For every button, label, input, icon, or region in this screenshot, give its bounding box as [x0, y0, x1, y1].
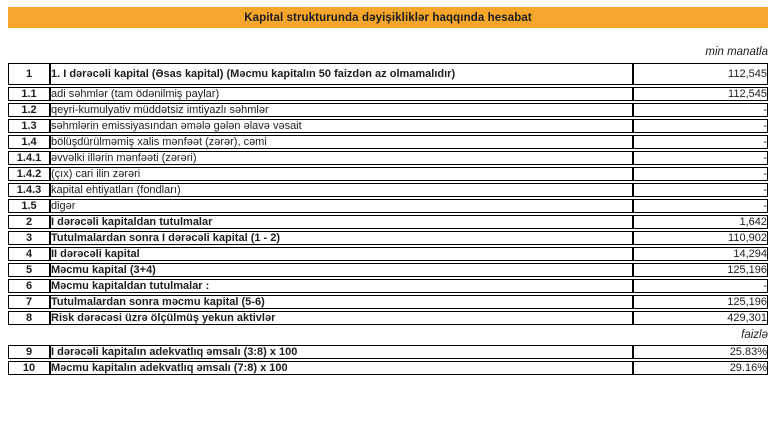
- table-row: [8, 183, 768, 197]
- row-number: 1.4.1: [8, 151, 50, 165]
- row-label: II dərəcəli kapital: [50, 247, 633, 261]
- table-row: [8, 231, 768, 245]
- row-value: 1,642: [633, 215, 768, 229]
- row-label: Tutulmalardan sonra məcmu kapital (5-6): [50, 295, 633, 309]
- row-value: 29.16%: [633, 361, 768, 375]
- capital-structure-table: [8, 61, 768, 327]
- row-number: 6: [8, 279, 50, 293]
- table-row: [8, 199, 768, 213]
- row-number: 1.4.2: [8, 167, 50, 181]
- row-number: 4: [8, 247, 50, 261]
- table-row: [8, 215, 768, 229]
- table-row: [8, 295, 768, 309]
- row-value: 112,545: [633, 63, 768, 85]
- row-number: 1.3: [8, 119, 50, 133]
- row-number: 2: [8, 215, 50, 229]
- row-number: 10: [8, 361, 50, 375]
- table-row: [8, 345, 768, 359]
- row-value: -: [633, 135, 768, 149]
- row-label: bölüşdürülməmiş xalis mənfəət (zərər), cəmi: [50, 135, 633, 149]
- table-row: [8, 361, 768, 375]
- adequacy-ratio-table: [8, 343, 768, 377]
- unit-note-percent: faizlə: [741, 329, 768, 341]
- row-number: 7: [8, 295, 50, 309]
- row-label: digər: [50, 199, 633, 213]
- row-label: (çıx) cari ilin zərəri: [50, 167, 633, 181]
- table-row: [8, 247, 768, 261]
- row-label: 1. I dərəcəli kapital (Əsas kapital) (Məcmu kapitalın 50 faizdən az olmamalıdır): [50, 63, 633, 85]
- row-value: -: [633, 183, 768, 197]
- table-row: [8, 119, 768, 133]
- table-row: [8, 279, 768, 293]
- page-title: Kapital strukturunda dəyişikliklər haqqında hesabat: [244, 11, 532, 24]
- row-number: 1.4.3: [8, 183, 50, 197]
- row-label: I dərəcəli kapitalın adekvatlıq əmsalı (3:8) x 100: [50, 345, 633, 359]
- row-value: -: [633, 199, 768, 213]
- table-row: [8, 311, 768, 325]
- row-number: 8: [8, 311, 50, 325]
- row-label: kapital ehtiyatları (fondları): [50, 183, 633, 197]
- row-label: Risk dərəcəsi üzrə ölçülmüş yekun aktivlər: [50, 311, 633, 325]
- row-number: 1.1: [8, 87, 50, 101]
- row-number: 1.5: [8, 199, 50, 213]
- row-value: 110,902: [633, 231, 768, 245]
- table-row: [8, 263, 768, 277]
- row-number: 1.4: [8, 135, 50, 149]
- row-label: I dərəcəli kapitaldan tutulmalar: [50, 215, 633, 229]
- row-value: -: [633, 119, 768, 133]
- table-row: [8, 167, 768, 181]
- row-value: 125,196: [633, 263, 768, 277]
- row-label: Məcmu kapitalın adekvatlıq əmsalı (7:8) x 100: [50, 361, 633, 375]
- row-number: 9: [8, 345, 50, 359]
- row-label: Məcmu kapitaldan tutulmalar :: [50, 279, 633, 293]
- row-value: 429,301: [633, 311, 768, 325]
- row-number: 1.2: [8, 103, 50, 117]
- row-label: Məcmu kapital (3+4): [50, 263, 633, 277]
- row-label: qeyri-kumulyativ müddətsiz imtiyazlı səhmlər: [50, 103, 633, 117]
- unit-note-thousand-manat: min manatla: [705, 46, 768, 58]
- row-value: -: [633, 279, 768, 293]
- row-value: 14,294: [633, 247, 768, 261]
- row-label: adi səhmlər (tam ödənilmiş paylar): [50, 87, 633, 101]
- row-value: 25.83%: [633, 345, 768, 359]
- table-row: [8, 87, 768, 101]
- row-value: -: [633, 151, 768, 165]
- row-label: Tutulmalardan sonra I dərəcəli kapital (1 - 2): [50, 231, 633, 245]
- row-value: -: [633, 167, 768, 181]
- row-value: 112,545: [633, 87, 768, 101]
- row-value: 125,196: [633, 295, 768, 309]
- table-row: [8, 135, 768, 149]
- row-label: əvvəlki illərin mənfəəti (zərəri): [50, 151, 633, 165]
- row-number: 1: [8, 63, 50, 85]
- row-number: 3: [8, 231, 50, 245]
- row-value: -: [633, 103, 768, 117]
- row-label: səhmlərin emissiyasından əmələ gələn əlavə vəsait: [50, 119, 633, 133]
- row-number: 5: [8, 263, 50, 277]
- title-banner: [8, 7, 768, 28]
- table-row: [8, 63, 768, 85]
- table-row: [8, 151, 768, 165]
- table-row: [8, 103, 768, 117]
